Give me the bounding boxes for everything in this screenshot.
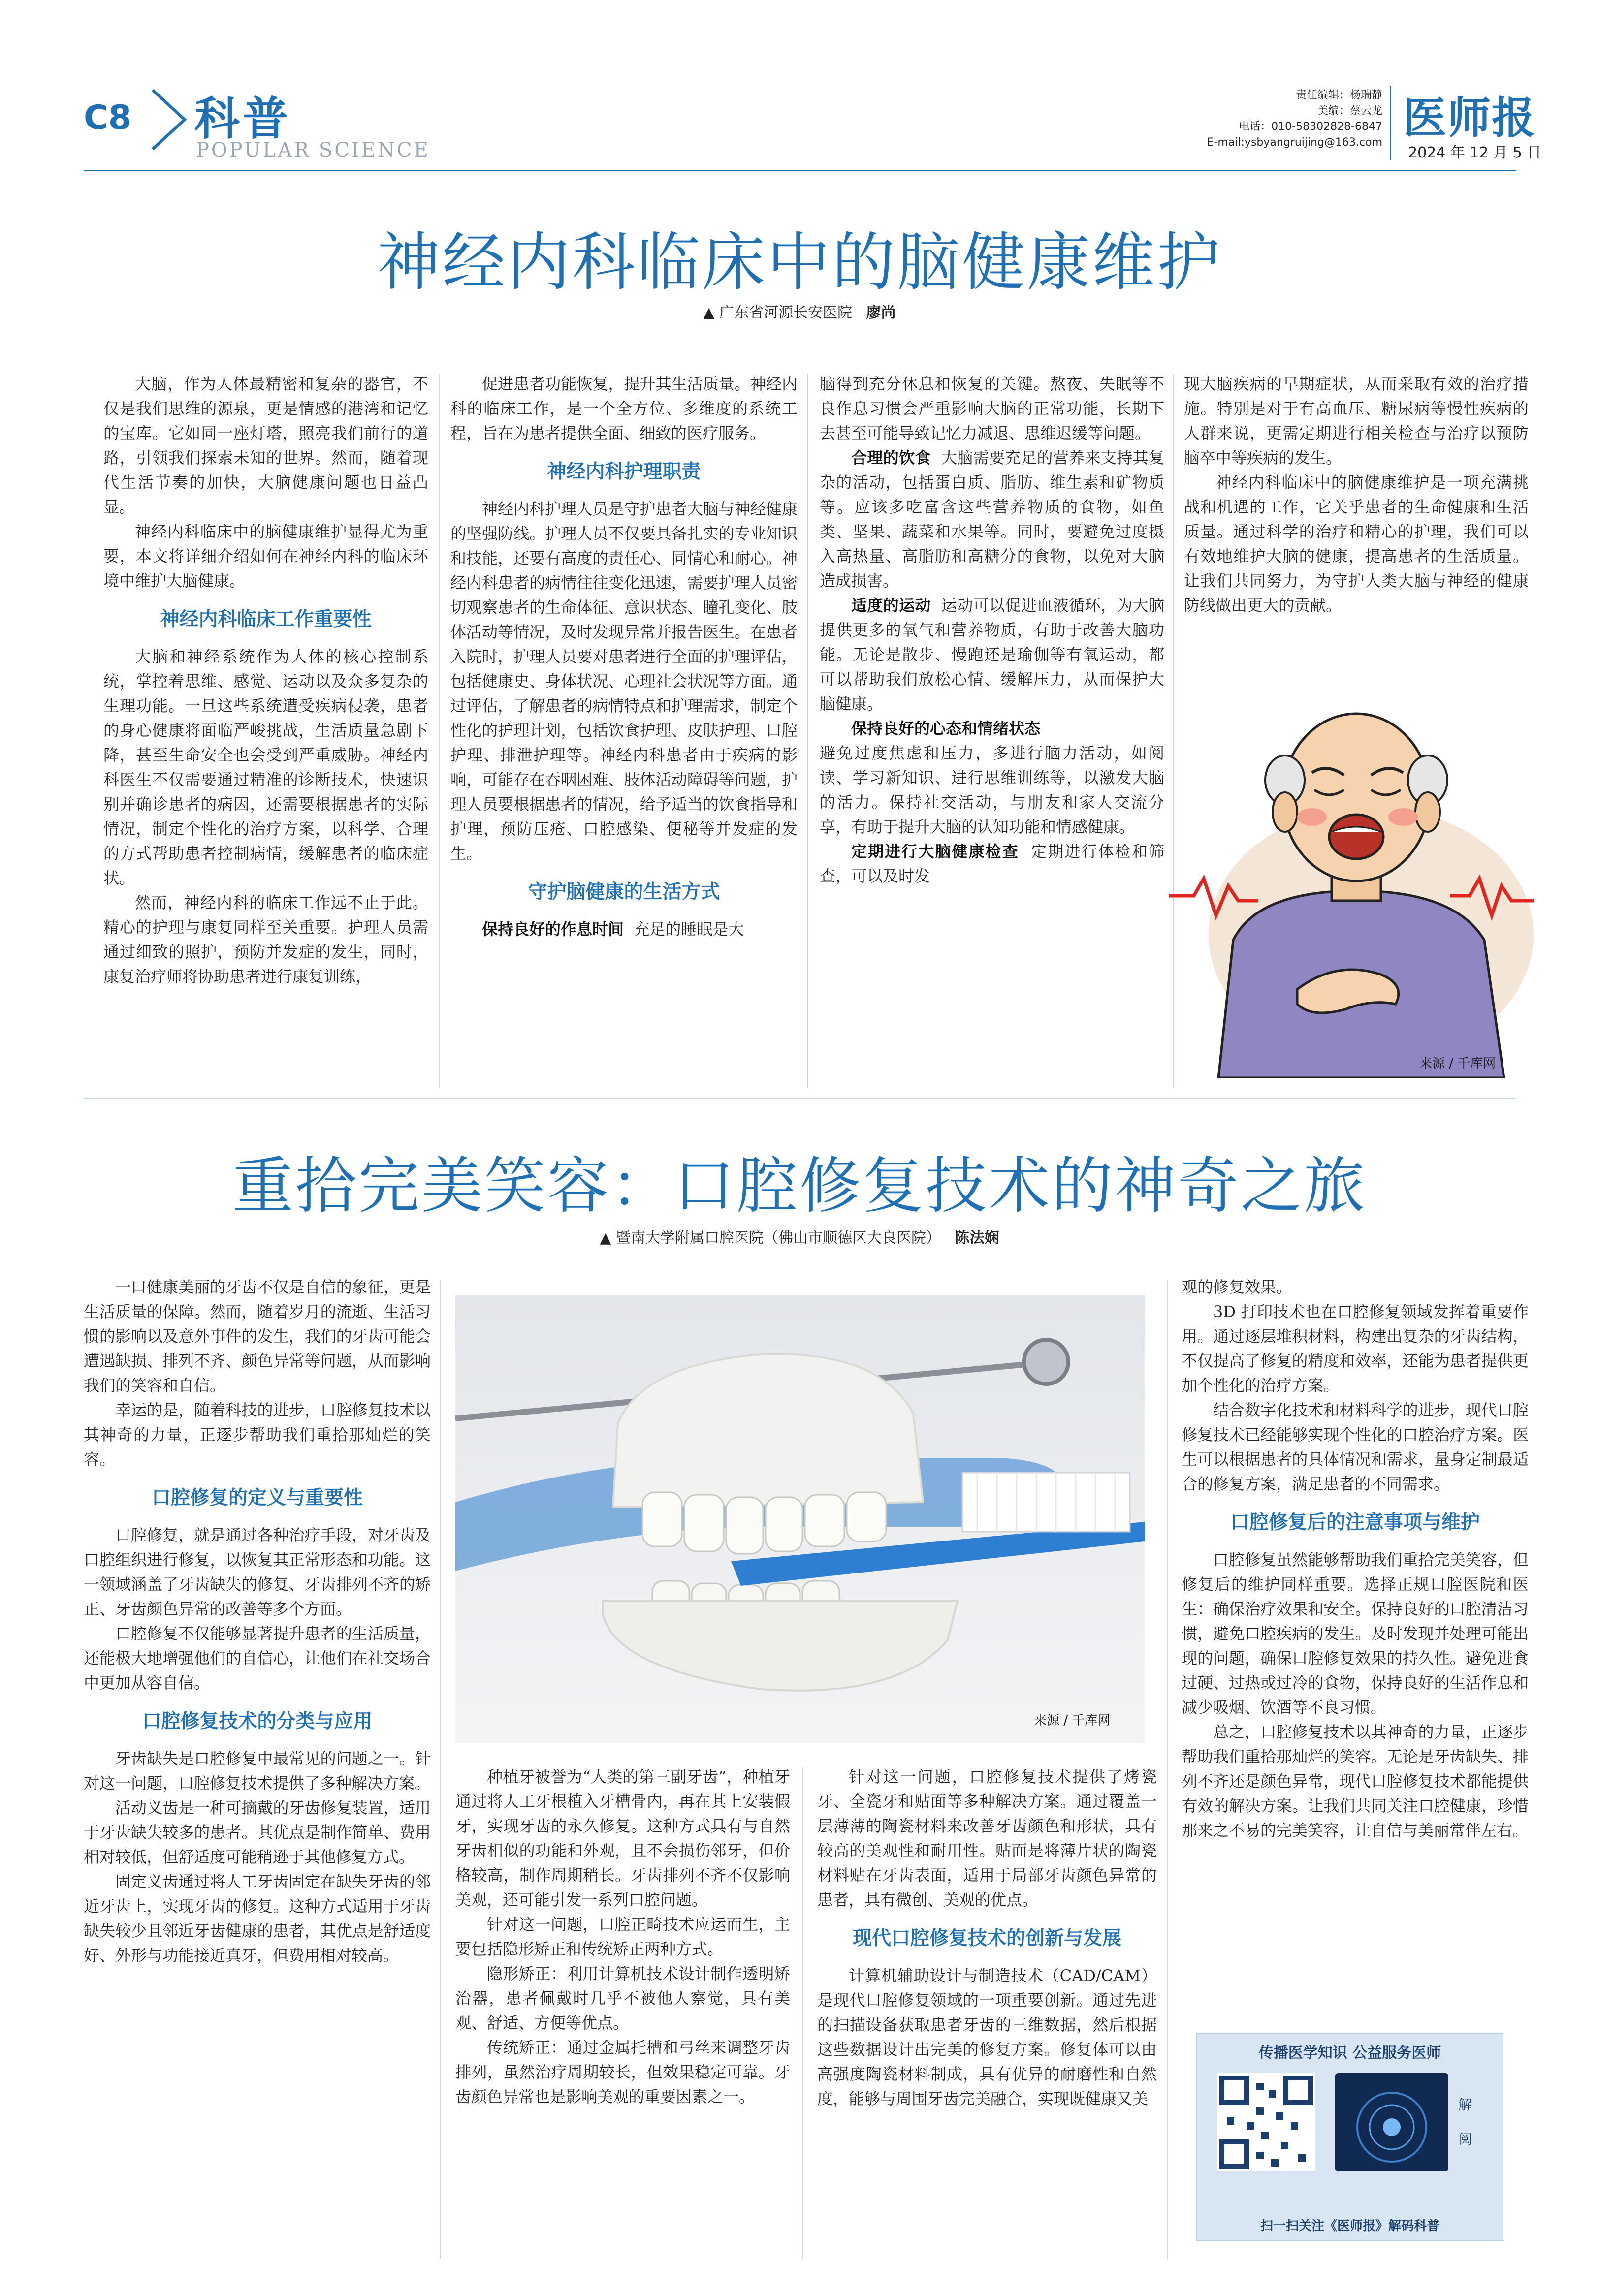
section-heading: 神经内科临床工作重要性 (160, 608, 372, 630)
article2-col2 (455, 1764, 790, 2109)
article2-title: 重拾完美笑容：口腔修复技术的神奇之旅 (232, 1151, 1367, 1222)
paragraph: 神经内科临床中的脑健康维护显得尤为重要，本文将详细介绍如何在神经内科的临床环境中维护大脑健康。 (103, 522, 428, 590)
image-credit: 来源 / 千库网 (1419, 1056, 1496, 1071)
editor-line: 责任编辑：杨瑞静 (1295, 89, 1382, 101)
designer-line: 美编：蔡云龙 (1317, 105, 1382, 117)
paragraph: 针对这一问题，口腔正畸技术应运而生，主要包括隐形矫正和传统矫正两种方式。 (455, 1915, 790, 1958)
paragraph (820, 445, 1164, 593)
paragraph (820, 839, 1164, 888)
phone-line: 电话：010-58302828-6847 (1239, 121, 1382, 133)
paragraph: 牙齿缺失是口腔修复中最常见的问题之一。针对这一问题，口腔修复技术提供了多种解决方案。 (84, 1749, 431, 1793)
column-rule (439, 374, 440, 1088)
paragraph: 神经内科护理人员是守护患者大脑与神经健康的坚强防线。护理人员不仅要具备扎实的专业知识和技能，还要有高度的责任心、同情心和耐心。神经内科患者的病情往往变化迅速，需要护理人员密切观察患者的生命体征、意识状态、瞳孔变化、肢体活动等情况，及时发现异常并报告医生。在患者入院时，护理人员要对患者进行全面的护理评估，包括健康史、身体状况、心理社会状况等方面。通过评估，了解患者的病情特点和护理需求，制定个性化的护理计划，包括饮食护理、皮肤护理、口腔护理、排泄护理等。神经内科患者由于疾病的影响，可能存在吞咽困难、肢体活动障碍等问题，护理人员要根据患者的情况，给予适当的饮食指导和护理，预防压疮、口腔感染、便秘等并发症的发生。 (450, 500, 798, 863)
paragraph: 传统矫正：通过金属托槽和弓丝来调整牙齿排列，虽然治疗周期较长，但效果稳定可靠。牙齿颜色异常也是影响美观的重要因素之一。 (455, 2038, 790, 2106)
section-title: 科普 (194, 93, 291, 145)
editor-info (1087, 88, 1382, 151)
section-heading: 神经内科护理职责 (547, 461, 701, 483)
page-code: C8 (84, 98, 132, 137)
paragraph: 避免过度焦虑和压力，多进行脑力活动，如阅读、学习新知识、进行思维训练等，以激发大脑的活力。保持社交活动，与朋友和家人交流分享，有助于提升大脑的认知功能和情感健康。 (820, 744, 1164, 836)
paragraph: 总之，口腔修复技术以其神奇的力量，正逐步帮助我们重拾那灿烂的笑容。无论是牙齿缺失、排列不齐还是颜色异常，现代口腔修复技术都能提供有效的解决方案。让我们共同关注口腔健康，珍惜那来之不易的完美笑容，让自信与美丽常伴左右。 (1182, 1723, 1529, 1840)
qr-code-icon[interactable] (1217, 2073, 1315, 2171)
section-heading: 现代口腔修复技术的创新与发展 (852, 1927, 1121, 1950)
promo-side-text: 解 阅 (1458, 2097, 1472, 2147)
paragraph: 然而，神经内科的临床工作远不止于此。精心的护理与康复同样至关重要。护理人员需通过细致的照护，预防并发症的发生，同时，康复治疗师将协助患者进行康复训练， (103, 893, 428, 986)
paragraph: 口腔修复，就是通过各种治疗手段，对牙齿及口腔组织进行修复，以恢复其正常形态和功能。这一领域涵盖了牙齿缺失的修复、牙齿排列不齐的矫正、牙齿颜色异常的改善等多个方面。 (84, 1526, 431, 1618)
elderly-man-illustration (1150, 684, 1538, 1078)
article1-col4 (1184, 372, 1529, 618)
paragraph: 结合数字化技术和材料科学的进步，现代口腔修复技术已经能够实现个性化的口腔治疗方案。医生可以根据患者的具体情况和需求，量身定制最适合的修复方案，满足患者的不同需求。 (1182, 1401, 1529, 1493)
column-rule (802, 1767, 803, 2259)
lead-phrase: 保持良好的心态和情绪状态 (851, 719, 1041, 738)
paragraph-text: 定期进行体检和筛查，可以及时发 (820, 842, 1164, 885)
section-heading: 口腔修复技术的分类与应用 (142, 1710, 373, 1732)
lead-phrase: 保持良好的作息时间 (482, 920, 624, 939)
paragraph-text: 运动可以促进血液循环，为大脑提供更多的氧气和营养物质，有助于改善大脑功能。无论是散步、慢跑还是瑜伽等有氧运动，都可以帮助我们放松心情、缓解压力，从而保护大脑健康。 (820, 596, 1164, 713)
lead-phrase: 定期进行大脑健康检查 (851, 842, 1019, 861)
article2-col3 (817, 1764, 1157, 2111)
column-rule (1167, 1280, 1168, 2259)
article1-col2 (450, 372, 798, 942)
paragraph: 脑得到充分休息和恢复的关键。熬夜、失眠等不良作息习惯会严重影响大脑的正常功能，长期下去甚至可能导致记忆力减退、思维迟缓等问题。 (820, 375, 1164, 442)
issue-date: 2024 年 12 月 5 日 (1408, 144, 1542, 161)
header-rule (84, 170, 1516, 171)
paragraph-text: 充足的睡眠是大 (634, 920, 744, 939)
paragraph: 幸运的是，随着科技的进步，口腔修复技术以其神奇的力量，正逐步帮助我们重拾那灿烂的笑容。 (84, 1401, 431, 1469)
paragraph: 一口健康美丽的牙齿不仅是自信的象征，更是生活质量的保障。然而，随着岁月的流逝、生活习惯的影响以及意外事件的发生，我们的牙齿可能会遭遇缺损、排列不齐、颜色异常等问题，从而影响我们的笑容和自信。 (84, 1278, 431, 1395)
promo-bottom-text: 扫一扫关注《医师报》解码科普 (1260, 2219, 1439, 2233)
promo-box (1196, 2033, 1503, 2241)
article1-col1 (103, 372, 428, 989)
column-rule (807, 374, 808, 1088)
paragraph: 观的修复效果。 (1182, 1278, 1292, 1296)
section-heading: 口腔修复的定义与重要性 (151, 1487, 363, 1509)
article1-title: 神经内科临床中的脑健康维护 (377, 226, 1222, 299)
paragraph: 固定义齿通过将人工牙齿固定在缺失牙齿的邻近牙齿上，实现牙齿的修复。这种方式适用于牙齿缺失较少且邻近牙齿健康的患者，其优点是舒适度好、外形与功能接近真牙，但费用相对较高。 (84, 1872, 431, 1965)
lead-phrase: 合理的饮食 (851, 448, 931, 467)
article2-col1 (84, 1275, 431, 1968)
chevron-icon (148, 88, 192, 152)
paragraph: 3D 打印技术也在口腔修复领域发挥着重要作用。通过逐层堆积材料，构建出复杂的牙齿结构，不仅提高了修复的精度和效率，还能为患者提供更加个性化的治疗方案。 (1182, 1302, 1529, 1395)
masthead-logo: 医师报 (1403, 92, 1536, 143)
paragraph (450, 917, 798, 942)
image-credit: 来源 / 千库网 (1034, 1713, 1111, 1728)
promo-graphic (1335, 2073, 1448, 2171)
promo-top-text: 传播医学知识 公益服务医师 (1258, 2044, 1441, 2062)
email-line: E-mail:ysbyangruijing@163.com (1207, 136, 1382, 149)
section-heading: 守护脑健康的生活方式 (528, 881, 720, 903)
article2-col4 (1182, 1275, 1529, 1843)
paragraph (820, 593, 1164, 716)
article2-byline (0, 1226, 1599, 1247)
paragraph: 口腔修复不仅能够显著提升患者的生活质量，还能极大地增强他们的自信心，让他们在社交场合中更加从容自信。 (84, 1624, 431, 1692)
paragraph: 现大脑疾病的早期症状，从而采取有效的治疗措施。特别是对于有高血压、糖尿病等慢性疾病的人群来说，更需定期进行相关检查与治疗以预防脑卒中等疾病的发生。 (1184, 375, 1529, 467)
byline-author: 陈法娴 (955, 1229, 999, 1247)
article1-byline (0, 300, 1599, 322)
byline-org: ▲ 暨南大学附属口腔医院（佛山市顺德区大良医院） (600, 1229, 941, 1247)
paragraph: 口腔修复虽然能够帮助我们重拾完美笑容，但修复后的维护同样重要。选择正规口腔医院和医生：确保治疗效果和安全。保持良好的口腔清洁习惯，避免口腔疾病的发生。及时发现并处理可能出现的问题，确保口腔修复效果的持久性。避免进食过硬、过热或过冷的食物，保持良好的生活作息和减少吸烟、饮酒等不良习惯。 (1182, 1550, 1529, 1717)
section-subtitle: POPULAR SCIENCE (196, 139, 430, 161)
section-heading: 口腔修复后的注意事项与维护 (1230, 1511, 1480, 1534)
paragraph: 神经内科临床中的脑健康维护是一项充满挑战和机遇的工作，它关乎患者的生命健康和生活质量。通过科学的治疗和精心的护理，我们可以有效地维护大脑的健康，提高患者的生活质量。让我们共同努力，为守护人类大脑与神经的健康防线做出更大的贡献。 (1184, 473, 1529, 615)
lead-phrase: 适度的运动 (851, 596, 931, 615)
paragraph: 隐形矫正：利用计算机技术设计制作透明矫治器，患者佩戴时几乎不被他人察觉，具有美观、舒适、方便等优点。 (455, 1964, 790, 2032)
header-divider (1390, 86, 1391, 160)
paragraph: 计算机辅助设计与制造技术（CAD/CAM）是现代口腔修复领域的一项重要创新。通过先进的扫描设备获取患者牙齿的三维数据，然后根据这些数据设计出完美的修复方案。修复体可以由高强度陶瓷材料制成，具有优异的耐磨性和自然度，能够与周围牙齿完美融合，实现既健康又美 (817, 1966, 1157, 2108)
paragraph-text: 大脑需要充足的营养来支持其复杂的活动，包括蛋白质、脂肪、维生素和矿物质等。应该多吃富含这些营养物质的食物，如鱼类、坚果、蔬菜和水果等。同时，要避免过度摄入高热量、高脂肪和高糖分的食物，以免对大脑造成损害。 (820, 448, 1164, 590)
paragraph: 促进患者功能恢复，提升其生活质量。神经内科的临床工作，是一个全方位、多维度的系统工程，旨在为患者提供全面、细致的医疗服务。 (450, 375, 798, 442)
byline-author: 廖尚 (866, 304, 896, 321)
paragraph: 大脑，作为人体最精密和复杂的器官，不仅是我们思维的源泉，更是情感的港湾和记忆的宝库。它如同一座灯塔，照亮我们前行的道路，引领我们探索未知的世界。然而，随着现代生活节奏的加快，大脑健康问题也日益凸显。 (103, 375, 428, 516)
paragraph: 活动义齿是一种可摘戴的牙齿修复装置，适用于牙齿缺失较多的患者。其优点是制作简单、费用相对较低，但舒适度可能稍逊于其他修复方式。 (84, 1798, 431, 1866)
column-rule (440, 1280, 441, 2259)
paragraph: 大脑和神经系统作为人体的核心控制系统，掌控着思维、感觉、运动以及众多复杂的生理功能。一旦这些系统遭受疾病侵袭，患者的身心健康将面临严峻挑战，生活质量急剧下降，甚至生命安全也会受到严重威胁。神经内科医生不仅需要通过精准的诊断技术，快速识别并确诊患者的病因，还需要根据患者的实际情况，制定个性化的治疗方案，以科学、合理的方式帮助患者控制病情，缓解患者的临床症状。 (103, 647, 428, 887)
paragraph: 针对这一问题，口腔修复技术提供了烤瓷牙、全瓷牙和贴面等多种解决方案。通过覆盖一层薄薄的陶瓷材料来改善牙齿颜色和形状，具有较高的美观性和耐用性。贴面是将薄片状的陶瓷材料贴在牙齿表面，适用于局部牙齿颜色异常的患者，具有微创、美观的优点。 (817, 1767, 1157, 1909)
paragraph (820, 716, 1164, 741)
article-divider (84, 1098, 1516, 1099)
paragraph: 种植牙被誉为“人类的第三副牙齿”，种植牙通过将人工牙根植入牙槽骨内，再在其上安装假牙，实现牙齿的永久修复。这种方式具有与自然牙齿相似的功能和外观，且不会损伤邻牙，但价格较高，制作周期稍长。牙齿排列不齐不仅影响美观，还可能引发一系列口腔问题。 (455, 1767, 790, 1909)
article1-col3 (820, 372, 1164, 888)
byline-org: ▲ 广东省河源长安医院 (703, 304, 852, 321)
dental-model-photo (455, 1295, 1145, 1743)
